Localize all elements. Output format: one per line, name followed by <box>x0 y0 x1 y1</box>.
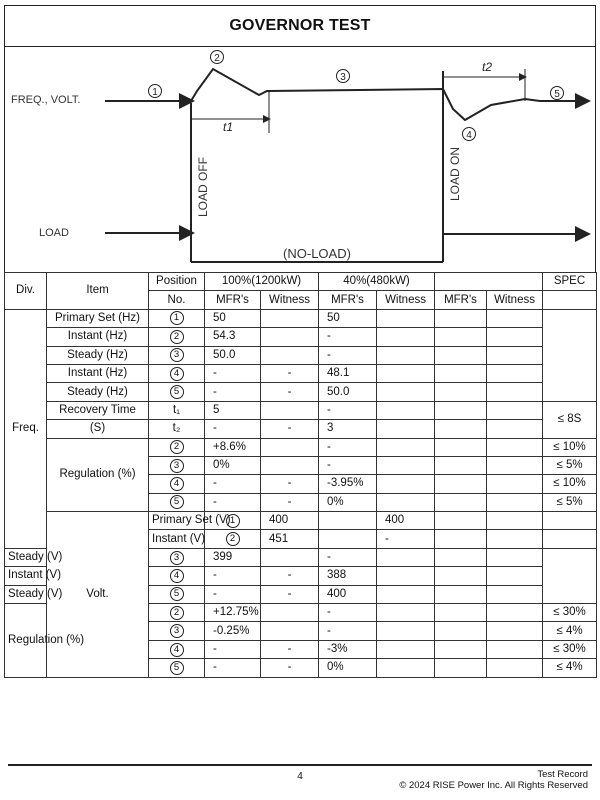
table-row <box>5 328 597 346</box>
mfr3-cell <box>435 383 487 401</box>
copyright: © 2024 RISE Power Inc. All Rights Reserved <box>399 780 588 791</box>
freq-spec-blank <box>543 309 597 401</box>
wit40-cell <box>377 456 435 474</box>
wit3-cell <box>487 604 543 622</box>
div-header: Div. <box>5 273 47 310</box>
mfr40-cell: 50 <box>319 309 377 327</box>
position-cell: 5 <box>149 383 205 401</box>
mfr100-cell: - <box>205 585 261 603</box>
mfr40-cell: - <box>319 548 377 566</box>
wit100-cell <box>261 401 319 419</box>
t1-label: t1 <box>222 120 234 134</box>
mfr40-cell: - <box>319 438 377 456</box>
mfr3-cell <box>435 328 487 346</box>
mfr3-cell <box>435 401 487 419</box>
wit100-cell: - <box>261 567 319 585</box>
wit3-cell <box>487 622 543 640</box>
item-cell: Primary Set (Hz) <box>47 309 149 327</box>
mfr3-cell <box>435 346 487 364</box>
wit3-cell <box>487 401 543 419</box>
mfr40-cell: 400 <box>319 585 377 603</box>
position-cell: 5 <box>149 585 205 603</box>
mfr3-cell <box>487 512 543 530</box>
load-label: LOAD <box>39 227 69 239</box>
item-cell: Instant (V) <box>5 567 47 585</box>
position-header-line2: No. <box>149 291 205 309</box>
wit3-cell <box>487 346 543 364</box>
mfr40-cell: - <box>319 328 377 346</box>
wit3-cell <box>487 309 543 327</box>
freq-div-label: Freq. <box>5 309 47 548</box>
wit3-cell <box>543 530 597 548</box>
governor-diagram <box>4 46 596 272</box>
wit100-cell <box>261 309 319 327</box>
mfr100-cell: -0.25% <box>205 622 261 640</box>
wit100-cell: - <box>261 659 319 677</box>
wit100-cell: - <box>261 364 319 382</box>
mfr-header-40: MFR's <box>319 291 377 309</box>
wit3-cell <box>487 364 543 382</box>
wit3-cell <box>487 475 543 493</box>
mfr40-cell: - <box>319 604 377 622</box>
spec-cell: ≤ 30% <box>543 604 597 622</box>
load-on-label: LOAD ON <box>448 146 462 201</box>
mfr-header-3: MFR's <box>435 291 487 309</box>
point-marker-1 <box>149 85 162 99</box>
wit100-cell: - <box>261 383 319 401</box>
table-row <box>5 364 597 382</box>
table-row <box>5 401 597 419</box>
mfr3-cell <box>435 364 487 382</box>
mfr3-cell <box>435 622 487 640</box>
table-row <box>5 346 597 364</box>
mfr3-cell <box>435 659 487 677</box>
position-cell-t2: t₂ <box>149 420 205 438</box>
position-cell: 2 <box>205 530 261 548</box>
svg-text:1: 1 <box>152 87 158 98</box>
wit40-cell <box>377 364 435 382</box>
mfr40-cell: 3 <box>319 420 377 438</box>
mfr3-cell <box>435 585 487 603</box>
spec-cell: ≤ 5% <box>543 456 597 474</box>
position-cell: 2 <box>149 328 205 346</box>
mfr3-cell <box>435 475 487 493</box>
mfr100-cell: 0% <box>205 456 261 474</box>
mfr100-cell: 451 <box>261 530 319 548</box>
spec-cell: ≤ 30% <box>543 640 597 658</box>
wit40-cell <box>377 383 435 401</box>
wit100-cell: - <box>261 475 319 493</box>
item-cell: Instant (Hz) <box>47 364 149 382</box>
spec-cell: ≤ 5% <box>543 493 597 511</box>
mfr100-cell: - <box>205 567 261 585</box>
table-row <box>5 438 597 456</box>
wit40-cell <box>377 548 435 566</box>
recovery-item-line2: (S) <box>47 420 149 438</box>
mfr40-cell: - <box>319 622 377 640</box>
mfr40-cell: 0% <box>319 493 377 511</box>
item-cell: Instant (Hz) <box>47 328 149 346</box>
svg-text:5: 5 <box>554 89 560 100</box>
load-blank-header <box>435 273 543 291</box>
wit100-cell: - <box>261 493 319 511</box>
mfr3-cell <box>435 438 487 456</box>
mfr40-cell: - <box>319 346 377 364</box>
mfr100-cell: 50 <box>205 309 261 327</box>
wit40-cell <box>377 438 435 456</box>
item-cell: Instant (V) <box>149 530 205 548</box>
governor-test-table <box>4 272 597 678</box>
mfr3-cell <box>435 548 487 566</box>
position-cell: 4 <box>149 475 205 493</box>
volt-regulation-item: Regulation (%) <box>5 604 47 678</box>
item-cell: Steady (V) <box>5 548 47 566</box>
position-cell: 4 <box>149 364 205 382</box>
mfr100-cell: - <box>205 659 261 677</box>
wit40-cell <box>377 420 435 438</box>
mfr3-cell <box>435 640 487 658</box>
mfr40-cell: 388 <box>319 567 377 585</box>
point-marker-4 <box>463 128 476 142</box>
wit40-cell <box>377 401 435 419</box>
position-cell: 5 <box>149 659 205 677</box>
position-cell-t1: t₁ <box>149 401 205 419</box>
wit100-cell <box>261 346 319 364</box>
freq-volt-label: FREQ., VOLT. <box>11 94 81 106</box>
wit100-cell <box>261 328 319 346</box>
recovery-item-line1: Recovery Time <box>47 401 149 419</box>
mfr3-cell <box>435 567 487 585</box>
witness-header-3: Witness <box>487 291 543 309</box>
wit3-cell <box>487 383 543 401</box>
wit100-cell <box>319 512 377 530</box>
position-cell: 5 <box>149 493 205 511</box>
mfr-header-100: MFR's <box>205 291 261 309</box>
spec-cell: ≤ 4% <box>543 659 597 677</box>
spec-cell: ≤ 10% <box>543 438 597 456</box>
document-frame <box>4 5 596 678</box>
footer-divider <box>8 764 592 766</box>
wit40-cell <box>435 512 487 530</box>
wit100-cell <box>261 456 319 474</box>
point-marker-3 <box>337 70 350 84</box>
point-marker-2 <box>211 51 224 65</box>
page-number: 4 <box>297 771 303 782</box>
load100-header: 100%(1200kW) <box>205 273 319 291</box>
wit40-cell <box>377 640 435 658</box>
position-cell: 3 <box>149 456 205 474</box>
mfr100-cell: 400 <box>261 512 319 530</box>
wit3-cell <box>487 328 543 346</box>
mfr3-cell <box>435 420 487 438</box>
position-cell: 2 <box>149 604 205 622</box>
mfr40-cell: 0% <box>319 659 377 677</box>
wit3-cell <box>543 512 597 530</box>
wit40-cell <box>377 622 435 640</box>
mfr3-cell <box>435 604 487 622</box>
item-cell: Steady (Hz) <box>47 383 149 401</box>
wit3-cell <box>487 640 543 658</box>
mfr100-cell: 50.0 <box>205 346 261 364</box>
wit40-cell <box>377 309 435 327</box>
doc-label: Test Record <box>537 769 588 780</box>
wit3-cell <box>487 456 543 474</box>
governor-diagram-svg <box>5 47 597 272</box>
mfr100-cell: - <box>205 420 261 438</box>
wit100-cell <box>261 548 319 566</box>
position-cell: 1 <box>149 309 205 327</box>
mfr40-cell: - <box>319 456 377 474</box>
mfr100-cell: - <box>205 383 261 401</box>
mfr100-cell: - <box>205 640 261 658</box>
item-cell: Primary Set (V) <box>149 512 205 530</box>
position-cell: 3 <box>149 548 205 566</box>
mfr40-cell: 400 <box>377 512 435 530</box>
load40-header: 40%(480kW) <box>319 273 435 291</box>
svg-text:2: 2 <box>214 53 220 64</box>
wit100-cell <box>261 622 319 640</box>
mfr3-cell <box>487 530 543 548</box>
table-row <box>5 512 597 530</box>
wit40-cell <box>377 659 435 677</box>
mfr40-cell: - <box>377 530 435 548</box>
wit3-cell <box>487 585 543 603</box>
wit100-cell: - <box>261 420 319 438</box>
wit3-cell <box>487 659 543 677</box>
recovery-spec: ≤ 8S <box>543 401 597 438</box>
wit40-cell <box>377 585 435 603</box>
position-cell: 3 <box>149 622 205 640</box>
wit40-cell <box>377 604 435 622</box>
table-row <box>5 383 597 401</box>
mfr100-cell: - <box>205 364 261 382</box>
page-title: GOVERNOR TEST <box>4 5 596 46</box>
mfr100-cell: - <box>205 475 261 493</box>
spec-subheader <box>543 291 597 309</box>
footer-info <box>399 769 588 791</box>
svg-text:3: 3 <box>340 72 346 83</box>
mfr3-cell <box>435 309 487 327</box>
wit100-cell <box>319 530 377 548</box>
wit3-cell <box>487 548 543 566</box>
wit3-cell <box>487 420 543 438</box>
t2-label: t2 <box>481 60 493 74</box>
header-row-1 <box>5 273 597 291</box>
spec-cell: ≤ 4% <box>543 622 597 640</box>
item-cell: Steady (V) <box>5 585 47 603</box>
mfr40-cell: -3.95% <box>319 475 377 493</box>
wit3-cell <box>487 493 543 511</box>
wit3-cell <box>487 567 543 585</box>
volt-div-label: Volt. <box>47 512 149 678</box>
position-header-line1: Position <box>149 273 205 291</box>
mfr40-cell: - <box>319 401 377 419</box>
mfr100-cell: 399 <box>205 548 261 566</box>
mfr3-cell <box>435 493 487 511</box>
freq-regulation-item: Regulation (%) <box>47 438 149 512</box>
wit40-cell <box>377 328 435 346</box>
wit100-cell: - <box>261 585 319 603</box>
witness-header-40: Witness <box>377 291 435 309</box>
point-marker-5 <box>551 87 564 101</box>
table-row <box>5 420 597 438</box>
mfr40-cell: 48.1 <box>319 364 377 382</box>
position-cell: 1 <box>205 512 261 530</box>
wit3-cell <box>487 438 543 456</box>
position-cell: 4 <box>149 640 205 658</box>
mfr100-cell: +8.6% <box>205 438 261 456</box>
mfr100-cell: +12.75% <box>205 604 261 622</box>
mfr100-cell: 5 <box>205 401 261 419</box>
wit40-cell <box>377 567 435 585</box>
wit100-cell <box>261 438 319 456</box>
position-cell: 3 <box>149 346 205 364</box>
wit100-cell <box>261 604 319 622</box>
mfr100-cell: 54.3 <box>205 328 261 346</box>
wit40-cell <box>435 530 487 548</box>
mfr40-cell: 50.0 <box>319 383 377 401</box>
position-cell: 2 <box>149 438 205 456</box>
wit100-cell: - <box>261 640 319 658</box>
mfr3-cell <box>435 456 487 474</box>
wit40-cell <box>377 475 435 493</box>
load-off-label: LOAD OFF <box>196 156 210 217</box>
no-load-label: (NO-LOAD) <box>283 246 351 261</box>
spec-header: SPEC <box>543 273 597 291</box>
table-row <box>5 309 597 327</box>
mfr40-cell: -3% <box>319 640 377 658</box>
item-cell: Steady (Hz) <box>47 346 149 364</box>
svg-text:4: 4 <box>466 130 472 141</box>
wit40-cell <box>377 346 435 364</box>
position-cell: 4 <box>149 567 205 585</box>
spec-cell: ≤ 10% <box>543 475 597 493</box>
mfr100-cell: - <box>205 493 261 511</box>
witness-header-100: Witness <box>261 291 319 309</box>
item-header: Item <box>47 273 149 310</box>
wit40-cell <box>377 493 435 511</box>
